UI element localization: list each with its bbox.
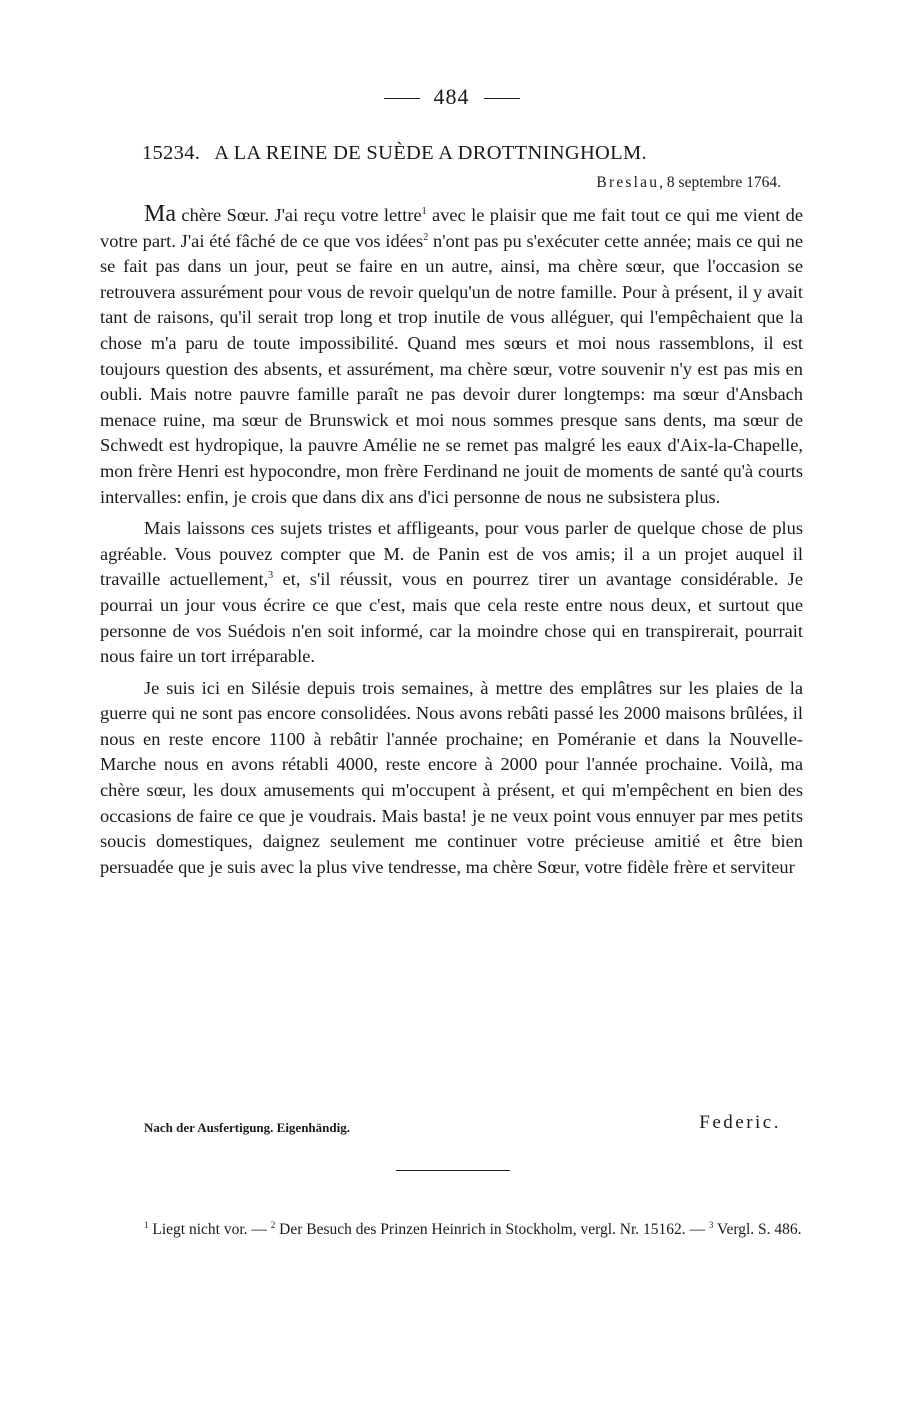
place-date (596, 174, 781, 192)
paragraph-2 (100, 516, 803, 670)
header-dash-right (484, 98, 520, 99)
signature: Federic. (699, 1112, 781, 1133)
salutation-initial: Ma (144, 201, 176, 227)
page-number: 484 (433, 84, 470, 109)
footnote-ref-1: 1 (421, 206, 427, 217)
footnotes (100, 1218, 803, 1242)
footnote-1-text: Liegt nicht vor. — (148, 1221, 271, 1238)
paragraph-1-text-a: chère Sœur. J'ai reçu votre lettre (176, 205, 422, 225)
letter-heading (142, 142, 782, 165)
paragraph-3: Je suis ici en Silésie depuis trois semaines, à mettre des emplâtres sur les plaies de la guerre qui ne sont pas encore consolidées. Nous avons rebâti passé les 2000 maisons brûlées, il nous en reste encore 1100 à rebâtir l'année prochaine; en Poméranie et dans la Nouvelle-Marche nous en avons rétabli 4000, reste encore à 2000 pour l'année prochaine. Voilà, ma chère sœur, les doux amusements qui m'occupent à présent, et qui m'empêchent en bien des occasions de faire ce que je voudrais. Mais basta! je ne veux point vous ennuyer par mes petits soucis domestiques, daignez seulement me continuer votre précieuse amitié et être bien persuadée que je suis avec la plus vive tendresse, ma chère Sœur, votre fidèle frère et serviteur (100, 677, 803, 877)
footnote-2-text: Der Besuch des Prinzen Heinrich in Stockholm, vergl. Nr. 15162. — (275, 1221, 709, 1238)
page-header (100, 84, 803, 110)
footnote-block (100, 1218, 803, 1242)
letter-date: , 8 septembre 1764. (659, 174, 781, 191)
source-note: Nach der Ausfertigung. Eigenhändig. (144, 1120, 350, 1135)
footnote-3-text: Vergl. S. 486. (713, 1221, 802, 1238)
footnote-ref-2: 2 (423, 231, 429, 243)
footnote-marker-1: 1 (144, 1220, 149, 1230)
footnote-ref-3: 3 (268, 570, 274, 582)
letter-title: A LA REINE DE SUÈDE A DROTTNINGHOLM. (214, 142, 647, 164)
paragraph-1-text-c: n'ont pas pu s'exécuter cette année; mais ce qui ne se fait pas dans un jour, peut se faire en un autre, ainsi, ma chère sœur, que l'occasion se retrouvera assurément pour vous de revoir quelqu'un de notre famille. Pour à présent, il y avait tant de raisons, qu'il serait trop long et trop inutile de vous alléguer, qui l'empêchaient que la chose m'a paru de toute impossibilité. Quand mes sœurs et moi nous rassemblons, il est toujours question des absents, et assurément, ma chère sœur, votre souvenir n'y est pas mis en oubli. Mais notre pauvre famille paraît ne pas devoir durer longtemps: ma sœur d'Ansbach menace ruine, ma sœur de Brunswick et moi nous sommes presque sans dents, ma sœur de Schwedt est hydropique, la pauvre Amélie ne se remet pas malgré les eaux d'Aix-la-Chapelle, mon frère Henri est hypocondre, mon frère Ferdinand ne jouit de moments de santé qu'à courts intervalles: enfin, je crois que dans dix ans d'ici personne de nous ne subsistera plus. (100, 230, 803, 507)
letter-number: 15234. (142, 142, 201, 164)
letter-body (100, 202, 803, 886)
paragraph-2-text-a: Mais laissons ces sujets tristes et affligeants, pour vous parler de quelque chose de plus agréable. Vous pouvez compter que M. de Panin est de vos amis; il a un projet auquel il travaille actuellement, (100, 518, 803, 590)
paragraph-2-text-b: et, s'il réussit, vous en pourrez tirer un avantage considérable. Je pourrai un jour vous écrire ce que c'est, mais que cela reste entre nous deux, et surtout que personne de vos Suédois n'en soit informé, car la moindre chose qui en transpirerait, pourrait nous faire un tort irréparable. (100, 569, 803, 667)
footnote-marker-3: 3 (708, 1220, 714, 1230)
paragraph-1 (100, 202, 803, 510)
header-dash-left (384, 98, 420, 99)
footnote-separator (396, 1170, 510, 1171)
paragraph-1-text-b: avec le plaisir que me fait tout ce qui me vient de votre part. J'ai été fâché de ce que vos idées (100, 205, 803, 251)
letter-place: Breslau (596, 174, 660, 191)
footnote-marker-2: 2 (270, 1220, 276, 1230)
